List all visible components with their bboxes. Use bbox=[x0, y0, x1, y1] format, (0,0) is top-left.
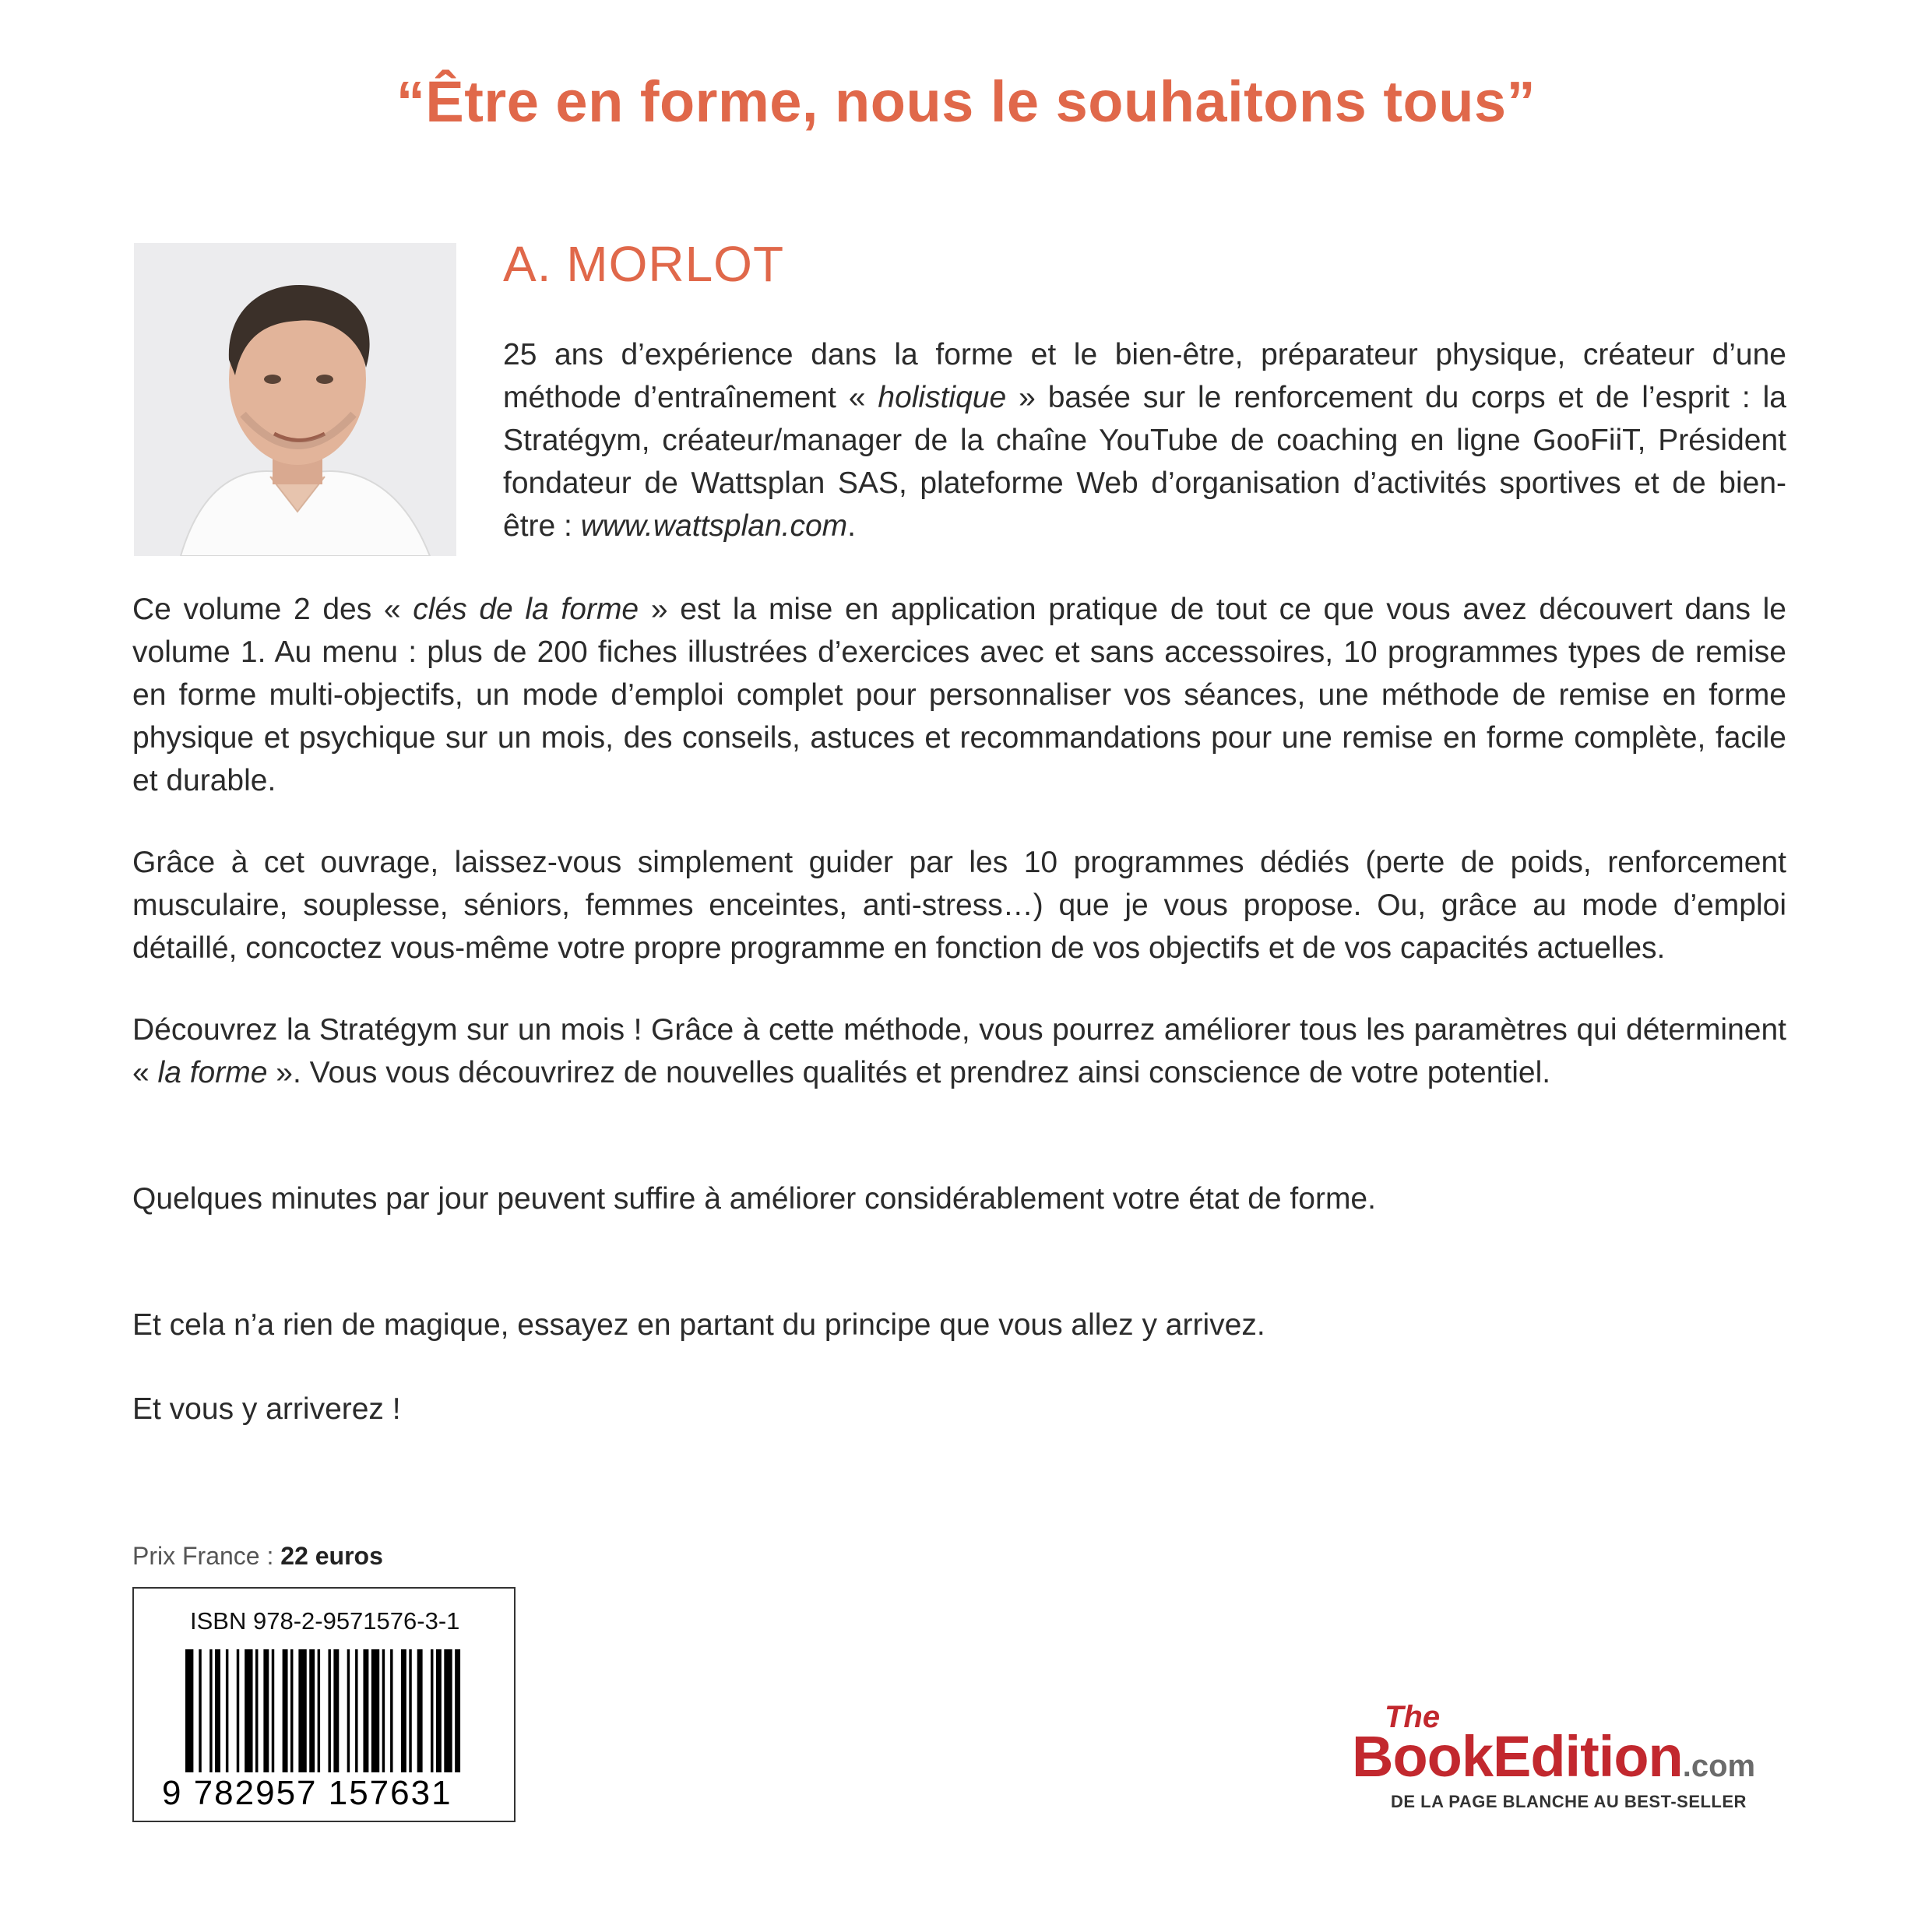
barcode-bar bbox=[272, 1649, 274, 1772]
paragraph-minutes: Quelques minutes par jour peuvent suffire à améliorer considérablement votre état de forme. bbox=[132, 1182, 1376, 1216]
publisher-name: BookEdition bbox=[1352, 1724, 1683, 1789]
barcode-bar bbox=[185, 1649, 193, 1772]
author-bio bbox=[503, 333, 1786, 547]
paragraph-strategym-italic: la forme bbox=[157, 1056, 268, 1089]
barcode-bar bbox=[309, 1649, 315, 1772]
barcode-bar bbox=[209, 1649, 212, 1772]
barcode-bar bbox=[401, 1649, 406, 1772]
barcode-bar bbox=[298, 1649, 306, 1772]
barcode-bar bbox=[283, 1649, 288, 1772]
paragraph-strategym-a: Découvrez la Stratégym sur un mois ! Grâce à cette méthode, vous pourrez améliorer tous les paramètres qui déterminent « bbox=[132, 1013, 1786, 1089]
publisher-logo-name bbox=[1352, 1723, 1755, 1789]
paragraph-magic: Et cela n’a rien de magique, essayez en partant du principe que vous allez y arrivez. bbox=[132, 1308, 1265, 1342]
barcode-bar bbox=[199, 1649, 201, 1772]
barcode-bars bbox=[185, 1649, 466, 1772]
paragraph-strategym bbox=[132, 1008, 1786, 1094]
author-name: A. MORLOT bbox=[503, 236, 785, 292]
bio-text-2: » basée sur le renforcement du corps et de l’esprit : la Stratégym, créateur/manager de la chaîne YouTube de coaching en ligne GooFiiT, Président fondateur de Wattsplan SAS, plateforme Web d’organisation d’activités sportives et de bien-être : bbox=[503, 381, 1786, 543]
barcode-bar bbox=[255, 1649, 258, 1772]
publisher-logo-the: The bbox=[1385, 1700, 1441, 1734]
bio-italic-1: holistique bbox=[878, 381, 1007, 414]
paragraph-volume bbox=[132, 588, 1786, 802]
bio-website: www.wattsplan.com bbox=[580, 509, 848, 543]
bio-text-3: . bbox=[847, 509, 857, 543]
author-photo bbox=[134, 243, 456, 556]
isbn-text: ISBN 978-2-9571576-3-1 bbox=[190, 1607, 460, 1635]
barcode-bar bbox=[355, 1649, 357, 1772]
barcode-bar bbox=[431, 1649, 433, 1772]
barcode-bar bbox=[290, 1649, 293, 1772]
barcode-bar bbox=[347, 1649, 350, 1772]
barcode-bar bbox=[371, 1649, 379, 1772]
barcode-box bbox=[132, 1587, 516, 1822]
barcode-bar bbox=[444, 1649, 452, 1772]
price-label: Prix France : bbox=[132, 1542, 281, 1570]
paragraph-strategym-b: ». Vous vous découvrirez de nouvelles qualités et prendrez ainsi conscience de votre potentiel. bbox=[267, 1056, 1551, 1089]
paragraph-closing: Et vous y arriverez ! bbox=[132, 1392, 401, 1426]
barcode-bar bbox=[409, 1649, 411, 1772]
price-value: 22 euros bbox=[280, 1542, 383, 1570]
publisher-slogan: DE LA PAGE BLANCHE AU BEST-SELLER bbox=[1391, 1792, 1747, 1811]
barcode-bar bbox=[417, 1649, 423, 1772]
barcode-bar bbox=[390, 1649, 392, 1772]
barcode-digits: 9 782957 157631 bbox=[162, 1774, 452, 1812]
barcode-bar bbox=[382, 1649, 385, 1772]
paragraph-volume-italic: clés de la forme bbox=[413, 593, 639, 626]
paragraph-programs: Grâce à cet ouvrage, laissez-vous simplement guider par les 10 programmes dédiés (perte de poids, renforcement musculaire, souplesse, séniors, femmes enceintes, anti-stress…) que je vous propose. Ou, grâce au mode d’emploi détaillé, concoctez vous-même votre propre programme en fonction de vos objectifs et de vos capacités actuelles. bbox=[132, 846, 1786, 965]
barcode-bar bbox=[455, 1649, 460, 1772]
barcode-bar bbox=[328, 1649, 330, 1772]
barcode-bar bbox=[215, 1649, 220, 1772]
barcode-bar bbox=[237, 1649, 239, 1772]
tagline-heading: “Être en forme, nous le souhaitons tous” bbox=[396, 69, 1536, 134]
barcode-bar bbox=[318, 1649, 320, 1772]
barcode-bar bbox=[245, 1649, 252, 1772]
price-line bbox=[132, 1542, 383, 1571]
paragraph-volume-a: Ce volume 2 des « bbox=[132, 593, 413, 626]
barcode-bar bbox=[263, 1649, 269, 1772]
barcode-bar bbox=[226, 1649, 228, 1772]
publisher-logo bbox=[1352, 1694, 1788, 1811]
publisher-tld: .com bbox=[1682, 1749, 1756, 1783]
bio-text-1: 25 ans d’expérience dans la forme et le bien-être, préparateur physique, créateur d’une méthode d’entraînement « bbox=[503, 338, 1786, 414]
barcode-bar bbox=[436, 1649, 442, 1772]
barcode-bar bbox=[333, 1649, 339, 1772]
barcode-bar bbox=[363, 1649, 368, 1772]
paragraph-volume-b: » est la mise en application pratique de tout ce que vous avez découvert dans le volume 1. Au menu : plus de 200 fiches illustrées d’exercices avec et sans accessoires, 10 programmes types de remise en forme multi-objectifs, un mode d’emploi complet pour personnaliser vos séances, une méthode de remise en forme physique et psychique sur un mois, des conseils, astuces et recommandations pour une remise en forme complète, facile et durable. bbox=[132, 593, 1786, 797]
